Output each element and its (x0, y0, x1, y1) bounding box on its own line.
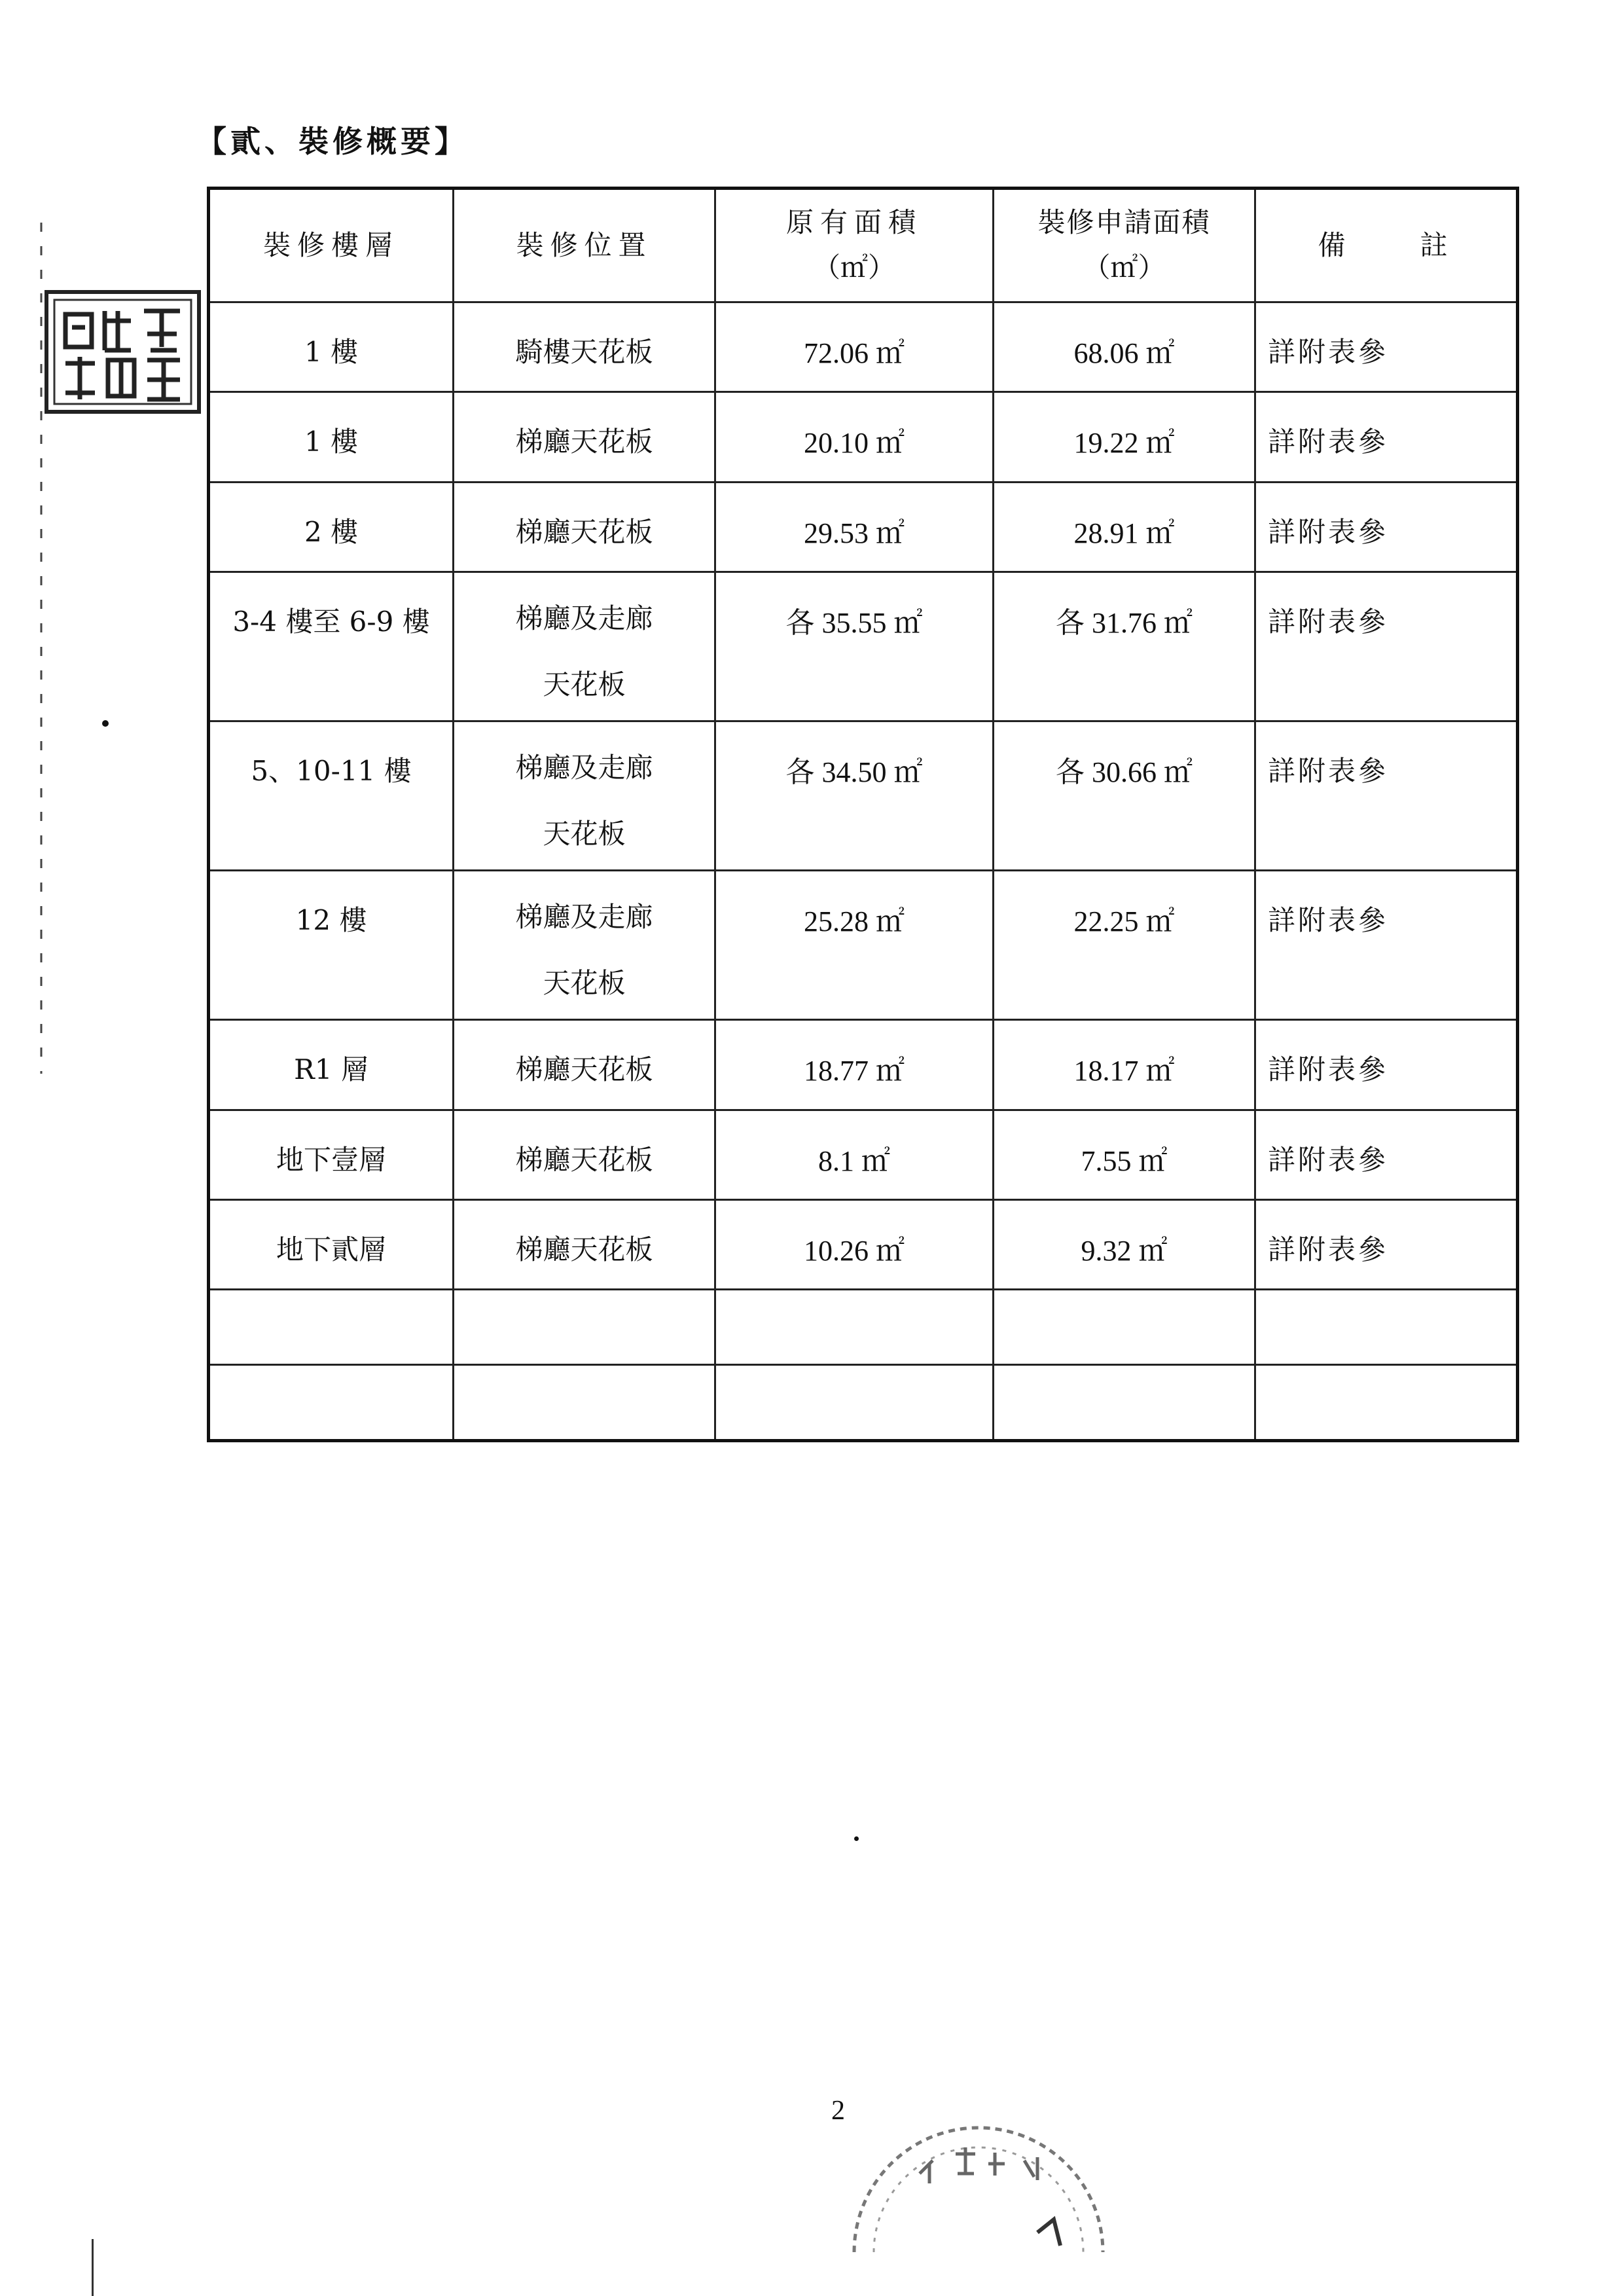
header-floor: 裝修樓層 (209, 189, 454, 302)
cell-location: 梯廳天花板 (454, 482, 715, 572)
header-original-area (715, 189, 994, 302)
cell-location: 梯廳及走廊天花板 (454, 871, 715, 1020)
cell-original-area: 25.28 ㎡ (715, 871, 994, 1020)
table-row-empty (209, 1290, 1518, 1365)
cell-original-area: 18.77 ㎡ (715, 1020, 994, 1110)
header-original-area-label: 原有面積 (785, 206, 922, 238)
table-row (209, 302, 1518, 392)
cell-remarks: 詳附表參 (1255, 721, 1518, 871)
cell-original-area: 29.53 ㎡ (715, 482, 994, 572)
table-row (209, 1199, 1518, 1289)
seal-stamp-left (43, 288, 203, 416)
header-original-area-unit: （㎡） (812, 253, 895, 283)
cell-floor: 地下貳層 (209, 1199, 454, 1289)
section-title: 【貳、裝修概要】 (196, 124, 469, 159)
cell-location: 梯廳天花板 (454, 1199, 715, 1289)
cell-location: 梯廳及走廊天花板 (454, 572, 715, 721)
table-header-row (209, 189, 1518, 302)
table-row (209, 572, 1518, 721)
cell-remarks: 詳附表參 (1255, 1199, 1518, 1289)
cell-floor: 地下壹層 (209, 1110, 454, 1199)
cell-remarks: 詳附表參 (1255, 871, 1518, 1020)
header-applied-area-unit: （㎡） (1083, 253, 1166, 283)
table-row (209, 871, 1518, 1020)
cell-original-area: 10.26 ㎡ (715, 1199, 994, 1289)
seal-stamp-bottom (841, 2102, 1116, 2252)
bottom-left-rule (92, 2239, 94, 2296)
cell-applied-area: 22.25 ㎡ (994, 871, 1255, 1020)
cell-applied-area: 7.55 ㎡ (994, 1110, 1255, 1199)
cell-floor: 1 樓 (209, 302, 454, 392)
cell-remarks: 詳附表參 (1255, 392, 1518, 482)
cell-original-area: 20.10 ㎡ (715, 392, 994, 482)
cell-applied-area: 28.91 ㎡ (994, 482, 1255, 572)
table-row (209, 1020, 1518, 1110)
cell-floor: 1 樓 (209, 392, 454, 482)
cell-original-area: 8.1 ㎡ (715, 1110, 994, 1199)
cell-applied-area: 68.06 ㎡ (994, 302, 1255, 392)
speck-mark (854, 1836, 859, 1841)
renovation-summary-table (207, 187, 1519, 1442)
cell-location: 梯廳及走廊天花板 (454, 721, 715, 871)
cell-floor: R1 層 (209, 1020, 454, 1110)
cell-location: 梯廳天花板 (454, 1110, 715, 1199)
cell-location: 梯廳天花板 (454, 392, 715, 482)
table-row (209, 482, 1518, 572)
header-location: 裝修位置 (454, 189, 715, 302)
table-row-empty (209, 1365, 1518, 1441)
cell-floor: 12 樓 (209, 871, 454, 1020)
header-applied-area (994, 189, 1255, 302)
cell-applied-area: 19.22 ㎡ (994, 392, 1255, 482)
cell-original-area: 72.06 ㎡ (715, 302, 994, 392)
cell-remarks: 詳附表參 (1255, 1110, 1518, 1199)
cell-location: 騎樓天花板 (454, 302, 715, 392)
cell-remarks: 詳附表參 (1255, 302, 1518, 392)
cell-original-area: 各 34.50 ㎡ (715, 721, 994, 871)
cell-applied-area: 18.17 ㎡ (994, 1020, 1255, 1110)
table-row (209, 392, 1518, 482)
speck-mark (102, 720, 109, 727)
cell-floor: 2 樓 (209, 482, 454, 572)
cell-remarks: 詳附表參 (1255, 1020, 1518, 1110)
cell-applied-area: 各 31.76 ㎡ (994, 572, 1255, 721)
page-number: 2 (831, 2096, 845, 2126)
cell-remarks: 詳附表參 (1255, 572, 1518, 721)
cell-original-area: 各 35.55 ㎡ (715, 572, 994, 721)
header-applied-area-label: 裝修申請面積 (1037, 206, 1211, 238)
table-row (209, 721, 1518, 871)
cell-location: 梯廳天花板 (454, 1020, 715, 1110)
header-remarks: 備 註 (1255, 189, 1518, 302)
cell-floor: 3-4 樓至 6-9 樓 (209, 572, 454, 721)
table-row (209, 1110, 1518, 1199)
cell-applied-area: 9.32 ㎡ (994, 1199, 1255, 1289)
cell-applied-area: 各 30.66 ㎡ (994, 721, 1255, 871)
cell-floor: 5、10-11 樓 (209, 721, 454, 871)
cell-remarks: 詳附表參 (1255, 482, 1518, 572)
